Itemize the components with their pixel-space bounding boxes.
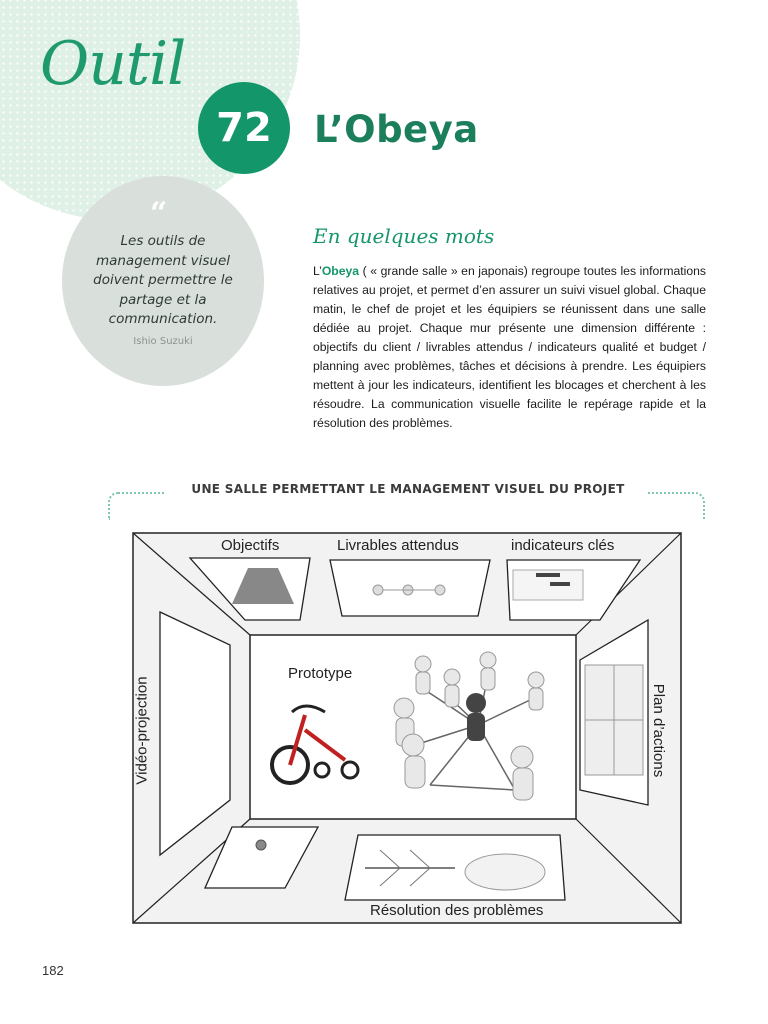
- quote-text: Les outils de management visuel doivent permettre le partage et la communication.: [93, 233, 233, 327]
- tool-word: Outil: [40, 29, 186, 99]
- mindmap-shape: [465, 854, 545, 890]
- door-knob-icon: [256, 840, 266, 850]
- indicateurs-bar: [550, 582, 570, 586]
- body-keyword: Obeya: [321, 264, 360, 278]
- livrables-node: [373, 585, 383, 595]
- quote-author: Ishio Suzuki: [133, 336, 193, 347]
- figure-title: UNE SALLE PERMETTANT LE MANAGEMENT VISUEL DU PROJET: [191, 482, 625, 496]
- label-livrables: Livrables attendus: [337, 537, 459, 554]
- livrables-node: [435, 585, 445, 595]
- body-text: ( « grande salle » en japonais) regroupe toutes les informations relatives au projet, et permet d’en assurer un suivi visuel global. Chaque matin, le chef de projet et les équipiers se réunissent dans une salle dédiée au projet. Chaque mur présente une dimension différente : objectifs du client / livrables attendus / indicateurs qualité et budget / planning avec problèmes, tâches et décisions à prendre. Les équipiers mettent à jour les indicateurs, identifient les blocages et cherchent à les résoudre. La communication visuelle facilite le repérage rapide et la résolution des problèmes.: [313, 264, 706, 430]
- body-intro-prefix: L’: [313, 264, 322, 278]
- label-resolution: Résolution des problèmes: [370, 902, 544, 919]
- label-plan-actions: Plan d’actions: [650, 683, 668, 778]
- page-number: 182: [42, 963, 64, 978]
- page-title: L’Obeya: [314, 108, 479, 151]
- quote-mark-icon: “: [150, 196, 168, 231]
- indicateurs-bar: [536, 573, 560, 577]
- label-indicateurs: indicateurs clés: [511, 537, 615, 554]
- team-leader-head: [466, 693, 486, 713]
- label-prototype: Prototype: [288, 665, 353, 682]
- label-video-projection: Vidéo-projection: [133, 676, 151, 785]
- tool-number-badge: 72: [198, 82, 290, 174]
- team-leader-body: [467, 713, 485, 741]
- label-objectifs: Objectifs: [221, 537, 280, 554]
- section-heading: En quelques mots: [313, 224, 495, 248]
